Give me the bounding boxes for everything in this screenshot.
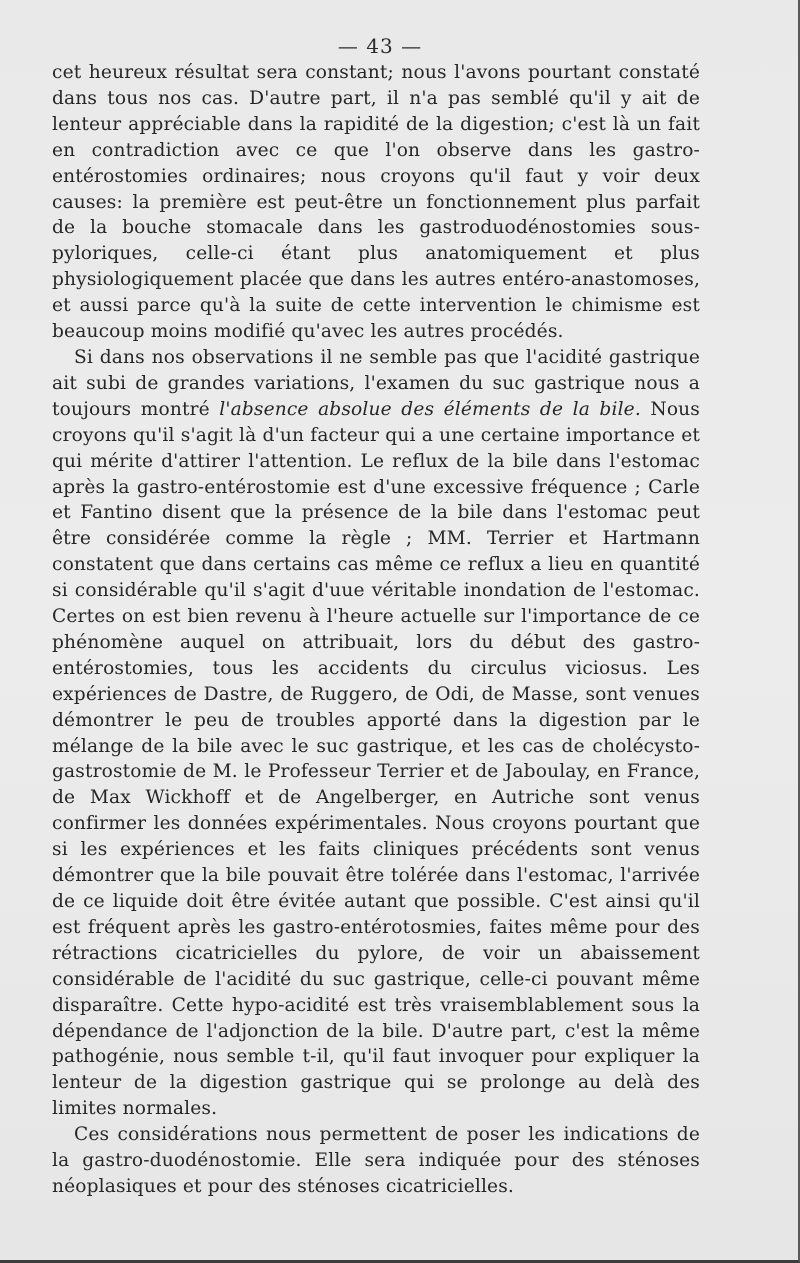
page-number: — 43 — [337, 34, 423, 58]
body-text [52, 60, 700, 1200]
paragraph-2-lead: Si dans nos observations il ne semble pas que l'acidité gastrique ait subi de grandes variations, l'examen du suc gastrique nous a toujours montré [52, 346, 700, 420]
paragraph-3: Ces considérations nous permettent de poser les indications de la gastro-duodénostomie. Elle sera indiquée pour des sténoses néoplasiques et pour des sténoses cicatricielles. [52, 1124, 700, 1197]
paragraph-1: cet heureux résultat sera constant; nous l'avons pourtant constaté dans tous nos cas. D'autre part, il n'a pas semblé qu'il y ait de lenteur appréciable dans la rapidité de la digestion; c'est là un fait en contradiction avec ce que l'on observe dans les gastro-entérostomies ordinaires; nous croyons qu'il faut y voir deux causes: la première est peut-être un fonctionnement plus parfait de la bouche stomacale dans les gastroduodénostomies sous-pyloriques, celle-ci étant plus anatomiquement et plus physiologiquement placée que dans les autres entéro-anastomoses, et aussi parce qu'à la suite de cette intervention le chimisme est beaucoup moins modifié qu'avec les autres procédés. [52, 62, 700, 343]
paragraph-2 [52, 345, 700, 1122]
paragraph-2-rest: Nous croyons qu'il s'agit là d'un facteur qui a une certaine importance et qui mérite d'attirer l'attention. Le reflux de la bile dans l'estomac après la gastro-entérostomie est d'une excessive fréquence ; Carle et Fantino disent que la présence de la bile dans l'estomac peut être considérée comme la règle ; MM. Terrier et Hartmann constatent que dans certains cas même ce reflux a lieu en quantité si considérable qu'il s'agit d'uue véritable inondation de l'estomac. Certes on est bien revenu à l'heure actuelle sur l'importance de ce phénomène auquel on attribuait, lors du début des gastro-entérostomies, tous les accidents du circulus viciosus. Les expériences de Dastre, de Ruggero, de Odi, de Masse, sont venues démontrer le peu de troubles apporté dans la digestion par le mélange de la bile avec le suc gastrique, et les cas de cholécysto-gastrostomie de M. le Professeur Terrier et de Jaboulay, en France, de Max Wickhoff et de Angelberger, en Autriche sont venus confirmer les données expérimentales. Nous croyons pourtant que si les expériences et les faits cliniques précédents sont venus démontrer que la bile pouvait être tolérée dans l'estomac, l'arrivée de ce liquide doit être évitée autant que possible. C'est ainsi qu'il est fréquent après les gastro-entérotosmies, faites même pour des rétractions cicatricielles du pylore, de voir un abaissement considérable de l'acidité du suc gastrique, celle-ci pouvant même disparaître. Cette hypo-acidité est très vraisemblablement sous la dépendance de l'adjonction de la bile. D'autre part, c'est la même pathogénie, nous semble t-il, qu'il faut invoquer pour expliquer la lenteur de la digestion gastrique qui se prolonge au delà des limites normales. [52, 398, 700, 1120]
paragraph-2-emphasis: l'absence absolue des éléments de la bile. [219, 398, 641, 420]
